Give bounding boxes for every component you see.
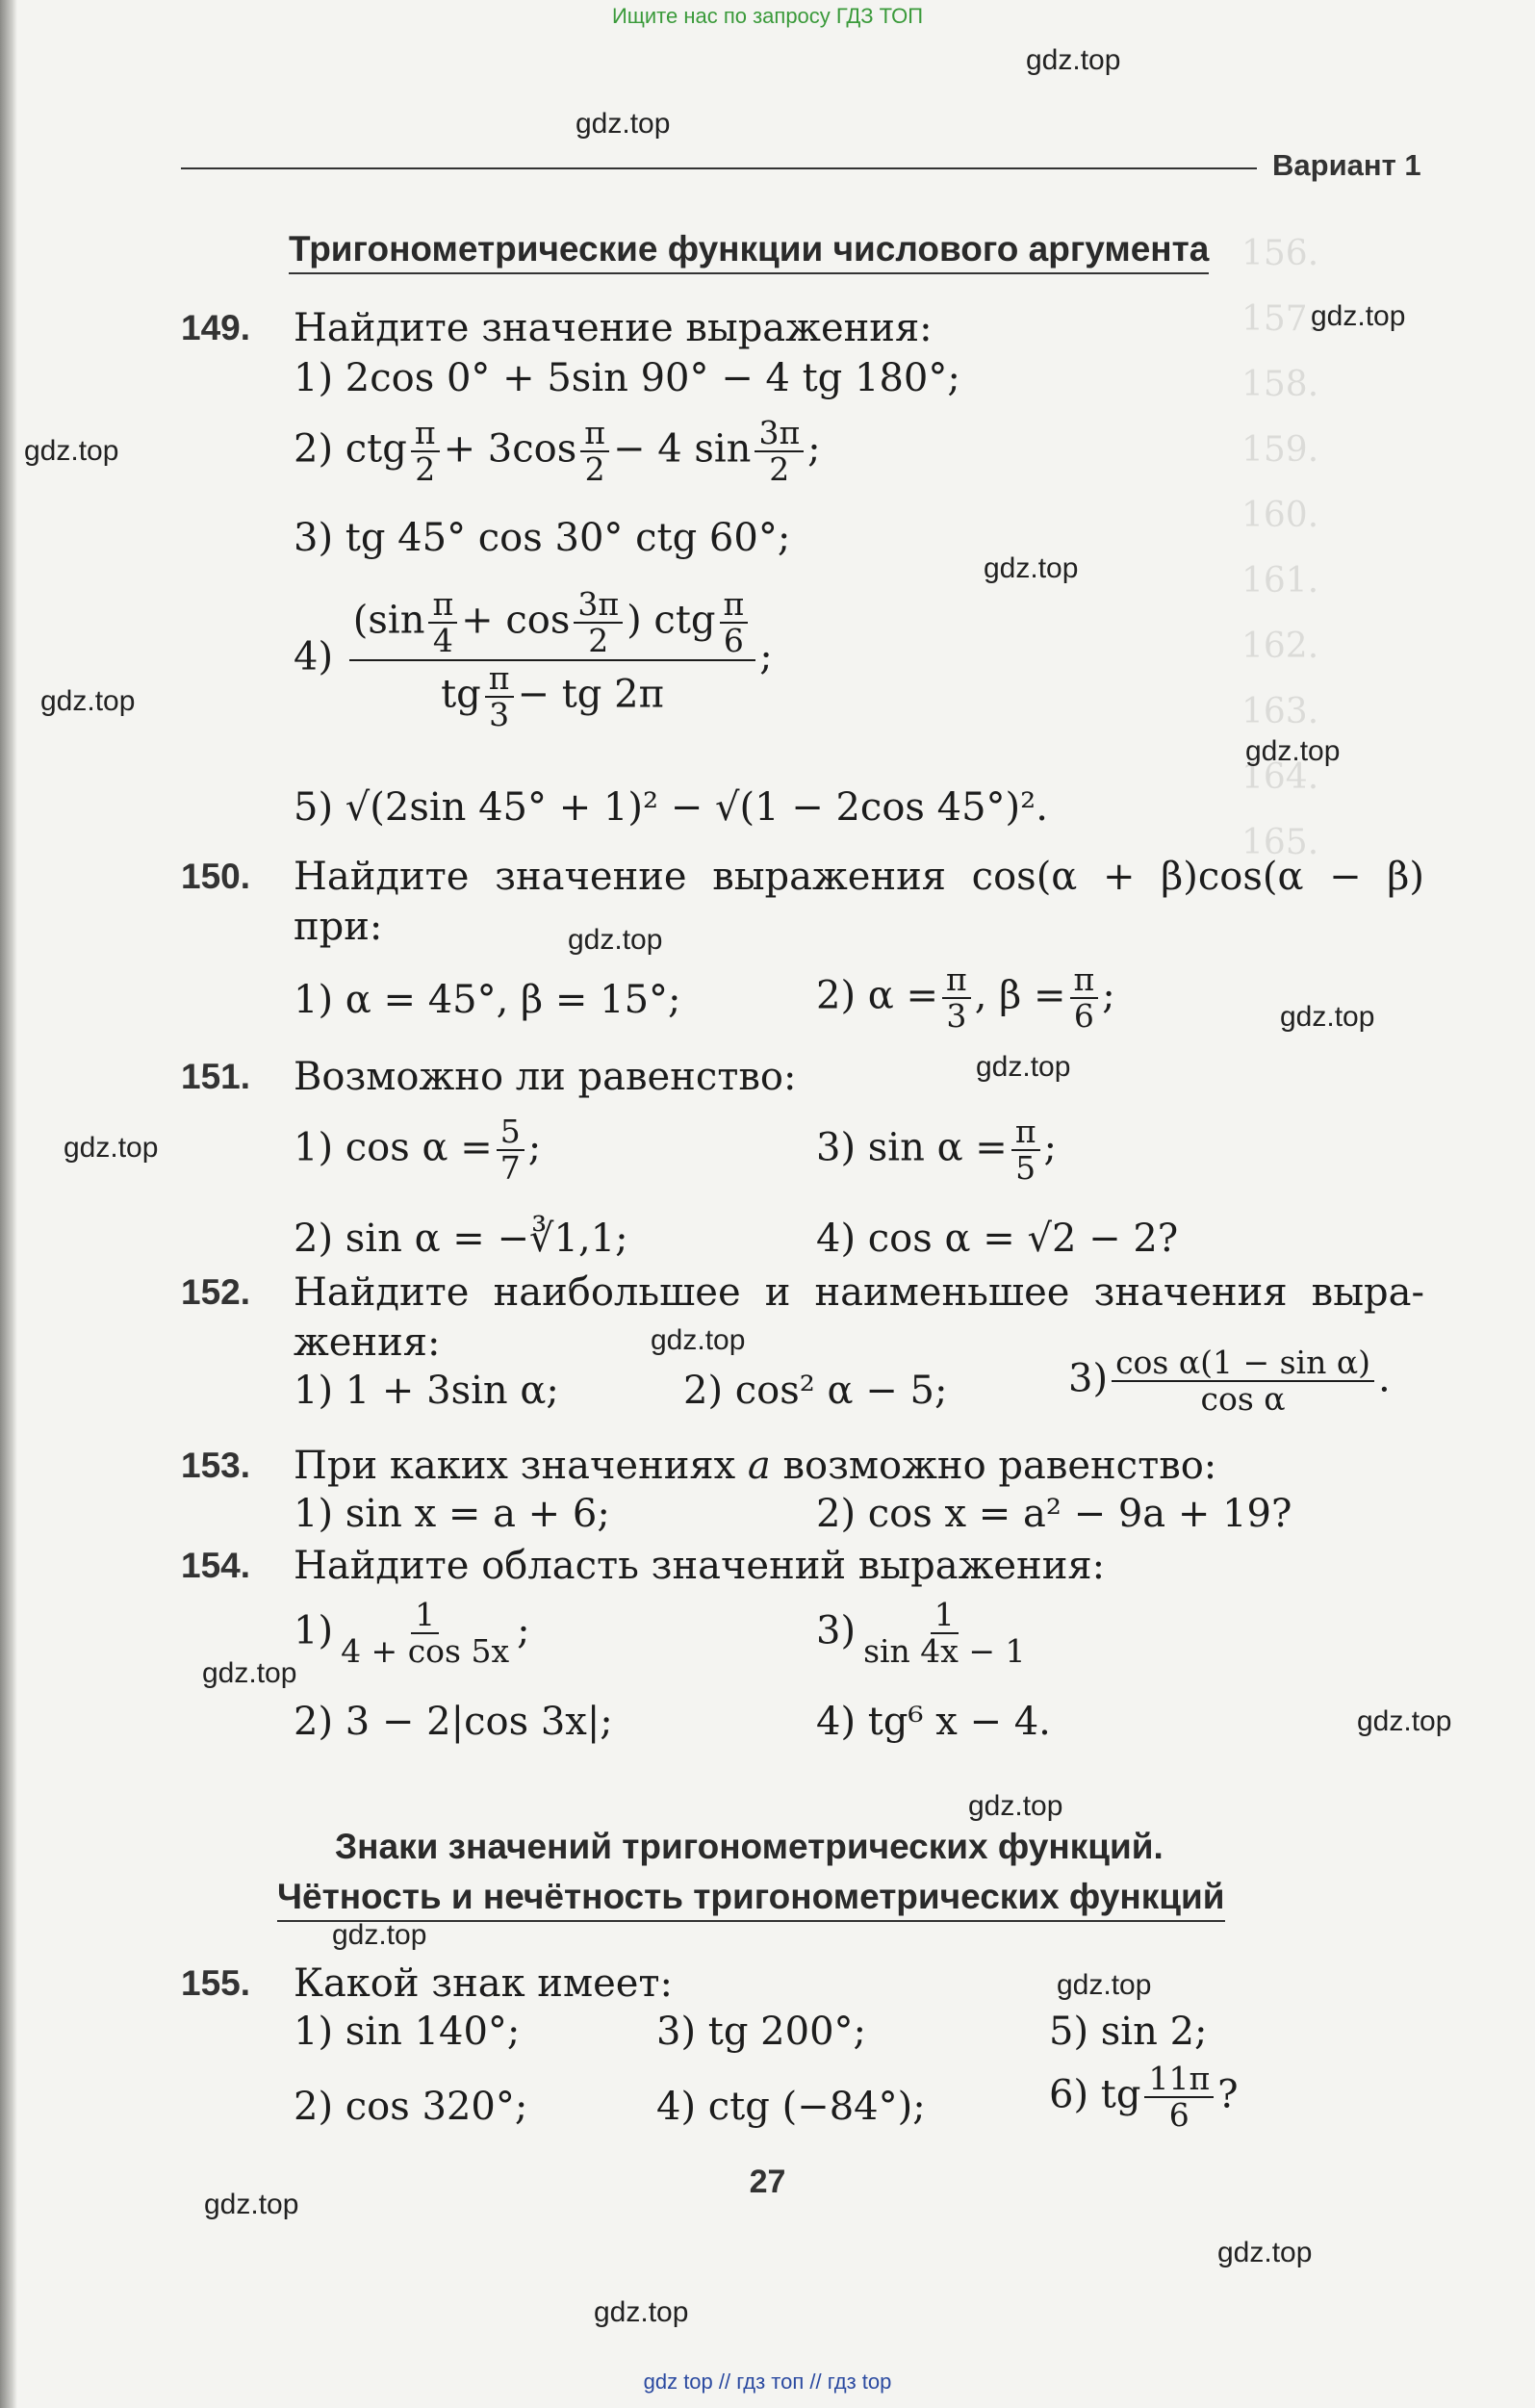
- problem-155-item-4: 4) ctg (−84°);: [656, 2085, 926, 2129]
- problem-number-151: 151.: [181, 1057, 251, 1096]
- watermark: gdz.top: [976, 1051, 1071, 1083]
- problem-151-item-3: 3) sin α = $\frac{\pi}{5}$ ;: [816, 1113, 1057, 1188]
- problem-152-task-cont: жения:: [294, 1320, 441, 1365]
- problem-154-item-4: 4) tg⁶ x − 4.: [816, 1700, 1051, 1744]
- problem-152-item-2: 2) cos² α − 5;: [683, 1369, 948, 1413]
- watermark: gdz.top: [984, 552, 1079, 584]
- problem-154-item-1: 1) $\frac{1}{4 + \cos 5x}$ ;: [294, 1596, 530, 1671]
- problem-number-153: 153.: [181, 1446, 251, 1485]
- problem-number-152: 152.: [181, 1272, 251, 1312]
- problem-151-item-4: 4) cos α = √2 − 2?: [816, 1217, 1179, 1261]
- watermark: gdz.top: [40, 685, 136, 717]
- problem-154-task: Найдите область значений выражения:: [294, 1544, 1106, 1588]
- problem-150-item-2: 2) α = $\frac{\pi}{3}$ , β = $\frac{\pi}{6}$ ;: [816, 961, 1115, 1036]
- problem-number-154: 154.: [181, 1546, 251, 1585]
- problem-151-task: Возможно ли равенство:: [294, 1055, 797, 1099]
- watermark: gdz.top: [24, 435, 119, 467]
- problem-151-item-2: 2) sin α = −∛1,1;: [294, 1217, 628, 1261]
- problem-150-task: Найдите значение выражения cos(α + β)cos(α − β): [294, 855, 1424, 899]
- problem-149-task: Найдите значение выражения:: [294, 306, 933, 350]
- watermark: gdz.top: [64, 1132, 159, 1164]
- watermark: gdz.top: [1357, 1705, 1452, 1737]
- page-binding-edge: [0, 0, 17, 2408]
- problem-153-item-2: 2) cos x = a² − 9a + 19?: [816, 1492, 1292, 1536]
- watermark: gdz.top: [1245, 735, 1341, 767]
- problem-149-item-3: 3) tg 45° cos 30° ctg 60°;: [294, 516, 791, 560]
- watermark: gdz.top: [576, 108, 671, 140]
- watermark: gdz.top: [204, 2189, 299, 2220]
- watermark: gdz.top: [1057, 1969, 1152, 2001]
- problem-151-item-1: 1) cos α = $\frac{5}{7}$ ;: [294, 1113, 542, 1188]
- section-title-1: Тригонометрические функции числового аргумента: [289, 229, 1209, 274]
- page-number: 27: [749, 2164, 786, 2200]
- bleed-through-text: 156. 157. 158. 159. 160. 161. 162. 163. 164. 165.: [1241, 234, 1319, 862]
- watermark: gdz.top: [594, 2296, 689, 2328]
- problem-155-item-1: 1) sin 140°;: [294, 2010, 521, 2054]
- watermark: gdz.top: [1311, 300, 1406, 332]
- problem-number-150: 150.: [181, 857, 251, 896]
- problem-154-item-3: 3) $\frac{1}{\sin 4x - 1}$: [816, 1596, 1026, 1671]
- bottom-banner-link[interactable]: gdz top // гдз топ // гдз top: [643, 2370, 892, 2394]
- watermark: gdz.top: [1026, 44, 1121, 76]
- problem-150-item-1: 1) α = 45°, β = 15°;: [294, 978, 681, 1022]
- watermark: gdz.top: [202, 1657, 297, 1689]
- problem-150-task-cont: при:: [294, 905, 383, 949]
- problem-153-task: При каких значениях a возможно равенство:: [294, 1444, 1217, 1488]
- header-rule: [181, 167, 1257, 169]
- problem-149-item-1: 1) 2cos 0° + 5sin 90° − 4 tg 180°;: [294, 356, 960, 400]
- watermark: gdz.top: [1217, 2237, 1313, 2268]
- section-title-2-line-2: Чётность и нечётность тригонометрических функций: [277, 1877, 1225, 1922]
- problem-number-149: 149.: [181, 308, 251, 347]
- problem-154-item-2: 2) 3 − 2|cos 3x|;: [294, 1700, 613, 1744]
- problem-155-task: Какой знак имеет:: [294, 1961, 674, 2006]
- problem-155-item-5: 5) sin 2;: [1049, 2010, 1208, 2054]
- section-title-2-line-1: Знаки значений тригонометрических функций.: [335, 1827, 1164, 1866]
- top-banner-link[interactable]: Ищите нас по запросу ГДЗ ТОП: [611, 4, 924, 28]
- problem-149-item-5: 5) √(2sin 45° + 1)² − √(1 − 2cos 45°)².: [294, 785, 1048, 830]
- watermark: gdz.top: [332, 1919, 427, 1951]
- problem-149-item-4: 4) (sin $\frac{\pi}{4}$ + cos $\frac{3\pi}{2}$ ) ctg $\frac{\pi}{6}$ tg $\frac{\pi}{3}$ − tg 2π ;: [294, 585, 773, 733]
- problem-153-item-1: 1) sin x = a + 6;: [294, 1492, 610, 1536]
- problem-155-item-3: 3) tg 200°;: [656, 2010, 866, 2054]
- watermark: gdz.top: [568, 924, 663, 956]
- problem-152-item-3: 3) $\frac{\text{cos α(1 − sin α)}}{\text{cos α}}$ .: [1068, 1344, 1391, 1419]
- problem-155-item-6: 6) tg $\frac{11\pi}{6}$ ?: [1049, 2060, 1239, 2135]
- problem-number-155: 155.: [181, 1963, 251, 2003]
- watermark: gdz.top: [1280, 1001, 1375, 1033]
- problem-149-item-2: 2) ctg $\frac{\pi}{2}$ + 3cos $\frac{\pi}{2}$ − 4 sin $\frac{3\pi}{2}$ ;: [294, 414, 821, 489]
- problem-155-item-2: 2) cos 320°;: [294, 2085, 528, 2129]
- watermark: gdz.top: [968, 1790, 1063, 1822]
- problem-152-item-1: 1) 1 + 3sin α;: [294, 1369, 559, 1413]
- problem-152-task: Найдите наибольшее и наименьшее значения выра-: [294, 1270, 1424, 1315]
- watermark: gdz.top: [651, 1324, 746, 1356]
- variant-label: Вариант 1: [1272, 148, 1421, 182]
